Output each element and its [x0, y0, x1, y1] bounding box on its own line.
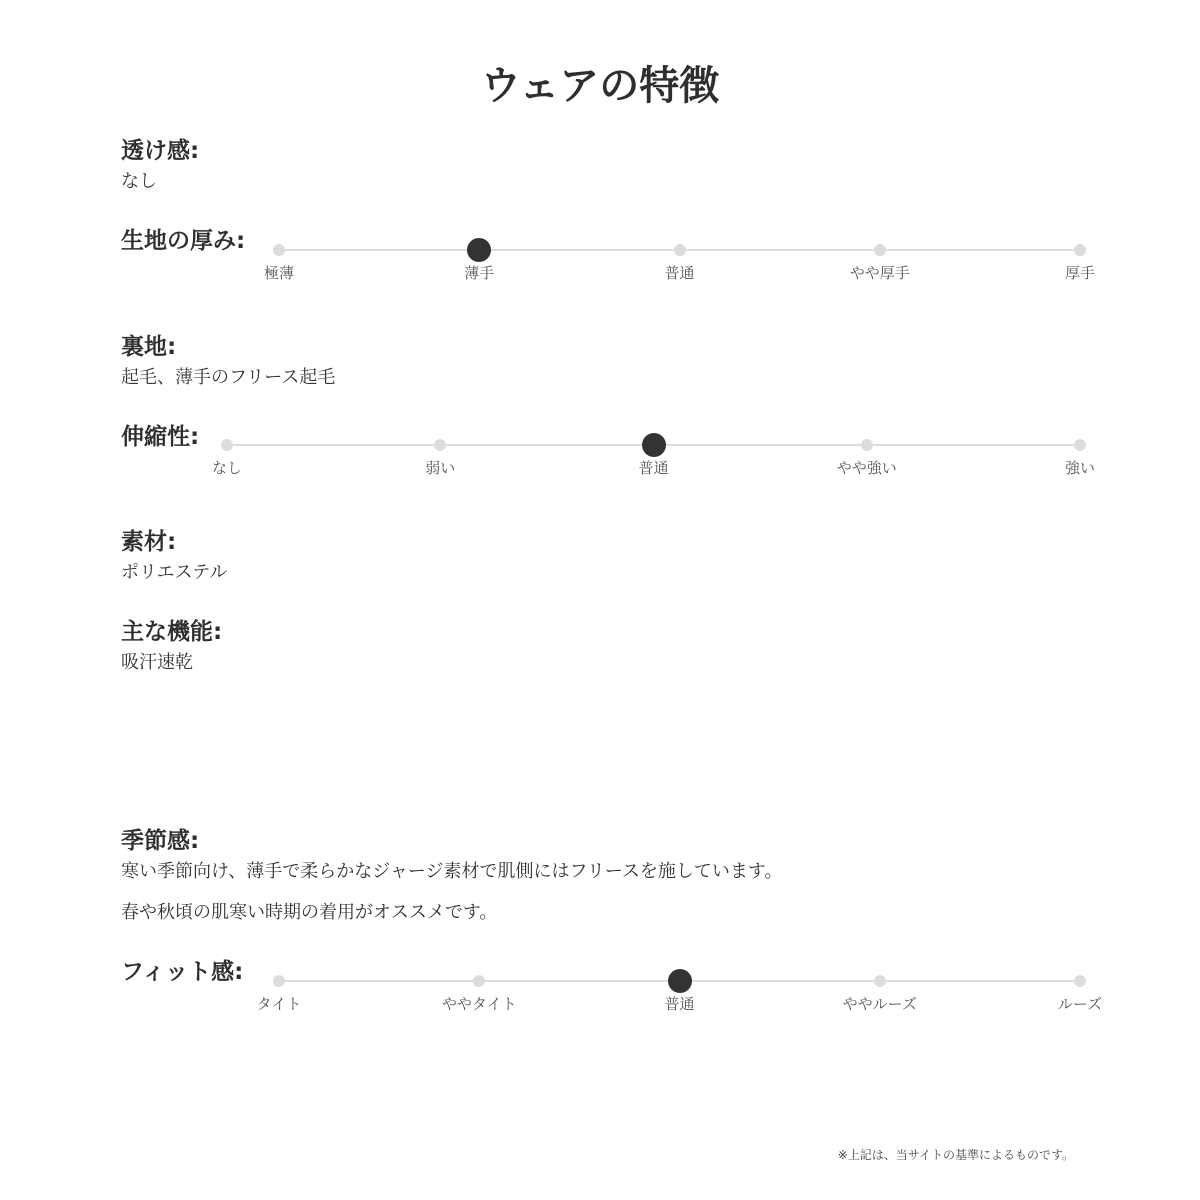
fit-option-label: 普通	[664, 995, 695, 1013]
fit-dot	[874, 975, 886, 987]
fit-scale	[0, 980, 1200, 1020]
season-line-2: 春や秋頃の肌寒い時期の着用がオススメです。	[121, 902, 498, 923]
transparency-label: 透け感:	[121, 138, 200, 164]
thickness-scale	[0, 249, 1200, 289]
stretch-dot	[861, 439, 873, 451]
stretch-dot	[221, 439, 233, 451]
season-line-1: 寒い季節向け、薄手で柔らかなジャージ素材で肌側にはフリースを施しています。	[121, 861, 783, 882]
fit-option-label: ルーズ	[1057, 995, 1103, 1013]
thickness-dot	[1074, 244, 1086, 256]
thickness-option-label: 普通	[664, 264, 695, 282]
footnote: ※上記は、当サイトの基準によるものです。	[837, 1148, 1074, 1162]
thickness-dot	[874, 244, 886, 256]
lining-value: 起毛、薄手のフリース起毛	[121, 367, 336, 388]
stretch-selected-dot	[642, 433, 666, 457]
stretch-dot	[434, 439, 446, 451]
stretch-scale	[0, 444, 1200, 484]
fit-selected-dot	[668, 969, 692, 993]
fit-option-label: ややタイト	[441, 995, 517, 1013]
stretch-option-label: 強い	[1064, 459, 1095, 477]
material-label: 素材:	[121, 529, 177, 555]
thickness-option-label: 薄手	[464, 264, 495, 282]
stretch-option-label: 普通	[638, 459, 669, 477]
lining-label: 裏地:	[121, 334, 177, 360]
thickness-option-label: 厚手	[1064, 264, 1095, 282]
material-value: ポリエステル	[121, 562, 228, 583]
thickness-option-label: 極薄	[263, 264, 294, 282]
fit-dot	[1074, 975, 1086, 987]
fit-option-label: ややルーズ	[842, 995, 917, 1013]
stretch-dot	[1074, 439, 1086, 451]
thickness-option-label: やや厚手	[849, 264, 910, 282]
fit-dot	[273, 975, 285, 987]
transparency-value: なし	[121, 171, 157, 192]
season-label: 季節感:	[121, 828, 200, 854]
functions-label: 主な機能:	[121, 619, 223, 645]
stretch-option-label: なし	[211, 459, 242, 477]
fit-option-label: タイト	[256, 995, 302, 1013]
thickness-label: 生地の厚み:	[121, 228, 246, 254]
stretch-option-label: 弱い	[425, 459, 456, 477]
stretch-option-label: やや強い	[836, 459, 897, 477]
thickness-dot	[674, 244, 686, 256]
fit-dot	[473, 975, 485, 987]
stretch-label: 伸縮性:	[121, 424, 200, 450]
page-title: ウェアの特徴	[480, 63, 720, 109]
thickness-dot	[273, 244, 285, 256]
functions-value: 吸汗速乾	[121, 652, 193, 673]
fit-label: フィット感:	[121, 959, 244, 985]
thickness-selected-dot	[467, 238, 491, 262]
